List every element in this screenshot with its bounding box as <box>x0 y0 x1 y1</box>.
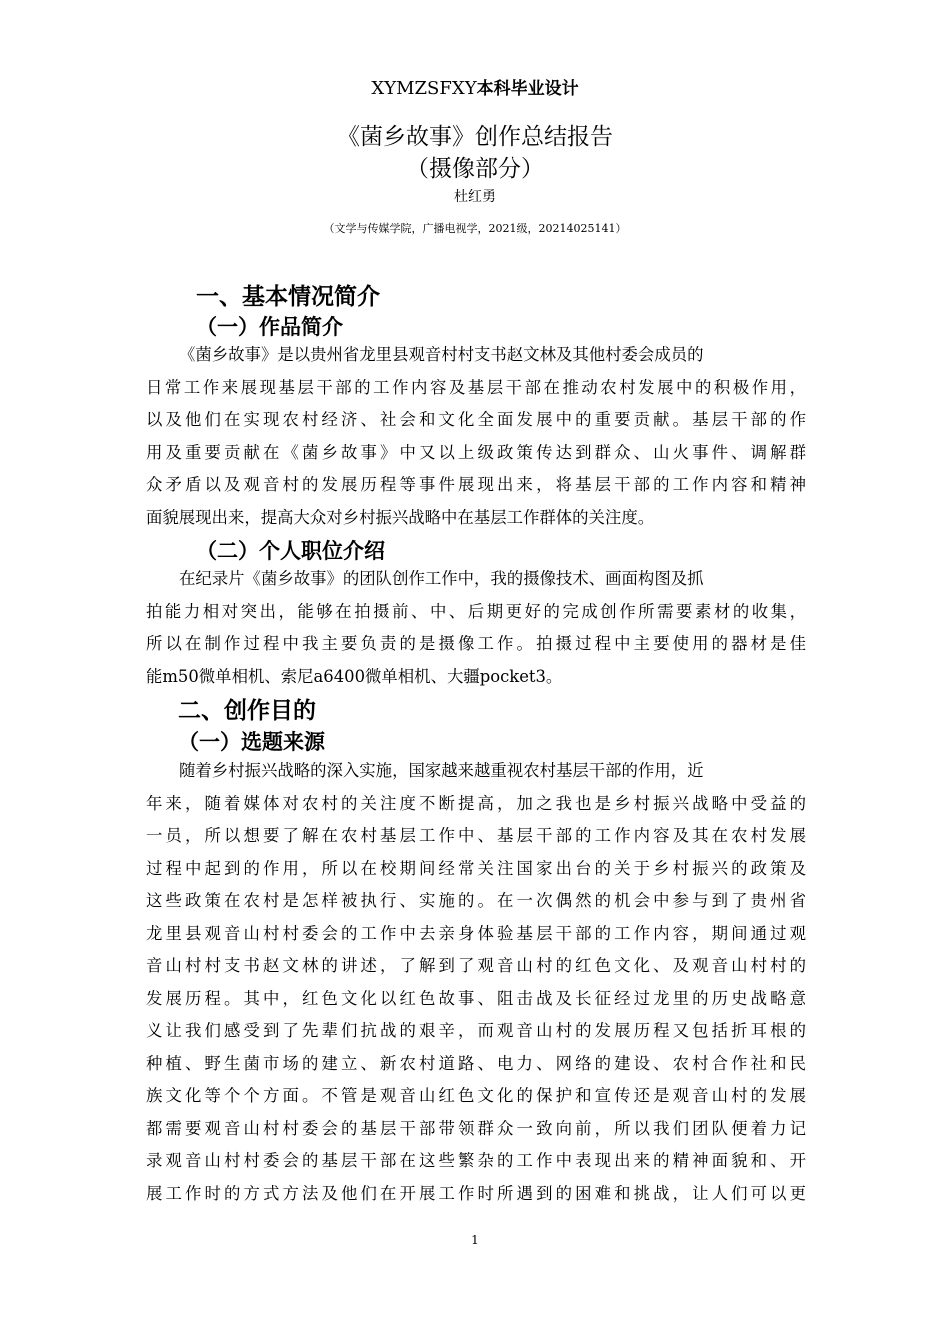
paragraph-line: 能m50微单相机、索尼a6400微单相机、大疆pocket3。 <box>146 666 563 686</box>
report-subtitle: （摄像部分） <box>406 156 544 182</box>
paragraph-line: 族文化等个个方面。不管是观音山红色文化的保护和宣传还是观音山村的发展 <box>146 1086 806 1105</box>
section-1-2-paragraph <box>146 563 806 693</box>
paragraph-line: 都需要观音山村村委会的基层干部带领群众一致向前，所以我们团队便着力记 <box>146 1118 806 1138</box>
page-header <box>0 74 950 99</box>
paragraph-line: 种植、野生菌市场的建立、新农村道路、电力、网络的建设、农村合作社和民 <box>146 1053 806 1073</box>
paragraph-line: 音山村村支书赵文林的讲述，了解到了观音山村的红色文化、及观音山村村的 <box>146 956 806 975</box>
paragraph-line: 这些政策在农村是怎样被执行、实施的。在一次偶然的机会中参与到了贵州省 <box>146 891 806 910</box>
paragraph-line: 发展历程。其中，红色文化以红色故事、阻击战及长征经过龙里的历史战略意 <box>146 988 806 1008</box>
report-title: 《菌乡故事》创作总结报告 <box>337 124 613 150</box>
section-1-1-paragraph <box>146 339 806 534</box>
paragraph-line: 面貌展现出来，提高大众对乡村振兴战略中在基层工作群体的关注度。 <box>146 507 655 527</box>
section-2-heading: 二、创作目的 <box>178 698 316 724</box>
paragraph-line: 随着乡村振兴战略的深入实施，国家越来越重视农村基层干部的作用，近 <box>179 761 704 780</box>
paragraph-line: 《菌乡故事》是以贵州省龙里县观音村村支书赵文林及其他村委会成员的 <box>179 345 704 364</box>
paragraph-line: 日常工作来展现基层干部的工作内容及基层干部在推动农村发展中的积极作用， <box>146 377 806 397</box>
paragraph-line: 用及重要贡献在《菌乡故事》中又以上级政策传达到群众、山火事件、调解群 <box>146 442 806 462</box>
paragraph-line: 过程中起到的作用，所以在校期间经常关注国家出台的关于乡村振兴的政策及 <box>146 858 806 878</box>
paragraph-line: 录观音山村村委会的基层干部在这些繁杂的工作中表现出来的精神面貌和、开 <box>146 1151 806 1170</box>
paragraph-line: 在纪录片《菌乡故事》的团队创作工作中，我的摄像技术、画面构图及抓 <box>179 569 704 588</box>
section-2-1-heading: （一）选题来源 <box>178 730 325 754</box>
paragraph-line: 一员，所以想要了解在农村基层工作中、基层干部的工作内容及其在农村发展 <box>146 826 806 845</box>
author-affiliation: （文学与传媒学院，广播电视学，2021级，20214025141） <box>323 222 627 235</box>
paragraph-line: 以及他们在实现农村经济、社会和文化全面发展中的重要贡献。基层干部的作 <box>146 410 806 429</box>
page-number: 1 <box>471 1233 479 1247</box>
section-2-1-paragraph <box>146 755 806 1210</box>
paragraph-line: 所以在制作过程中我主要负责的是摄像工作。拍摄过程中主要使用的器材是佳 <box>146 634 806 653</box>
paragraph-line: 众矛盾以及观音村的发展历程等事件展现出来，将基层干部的工作内容和精神 <box>146 475 806 494</box>
paragraph-line: 义让我们感受到了先辈们抗战的艰辛，而观音山村的发展历程又包括折耳根的 <box>146 1021 806 1040</box>
header-label: 本科毕业设计 <box>476 79 579 99</box>
section-1-2-heading: （二）个人职位介绍 <box>196 539 385 563</box>
paragraph-line: 拍能力相对突出，能够在拍摄前、中、后期更好的完成创作所需要素材的收集， <box>146 601 806 621</box>
author-name: 杜红勇 <box>454 189 496 205</box>
header-code: XYMZSFXY <box>371 78 477 99</box>
paragraph-line: 年来，随着媒体对农村的关注度不断提高，加之我也是乡村振兴战略中受益的 <box>146 793 806 813</box>
paragraph-line: 展工作时的方式方法及他们在开展工作时所遇到的困难和挑战，让人们可以更 <box>146 1183 806 1203</box>
section-1-1-heading: （一）作品简介 <box>196 315 343 339</box>
paragraph-line: 龙里县观音山村村委会的工作中去亲身体验基层干部的工作内容，期间通过观 <box>146 923 806 943</box>
section-1-heading: 一、基本情况简介 <box>196 284 380 310</box>
